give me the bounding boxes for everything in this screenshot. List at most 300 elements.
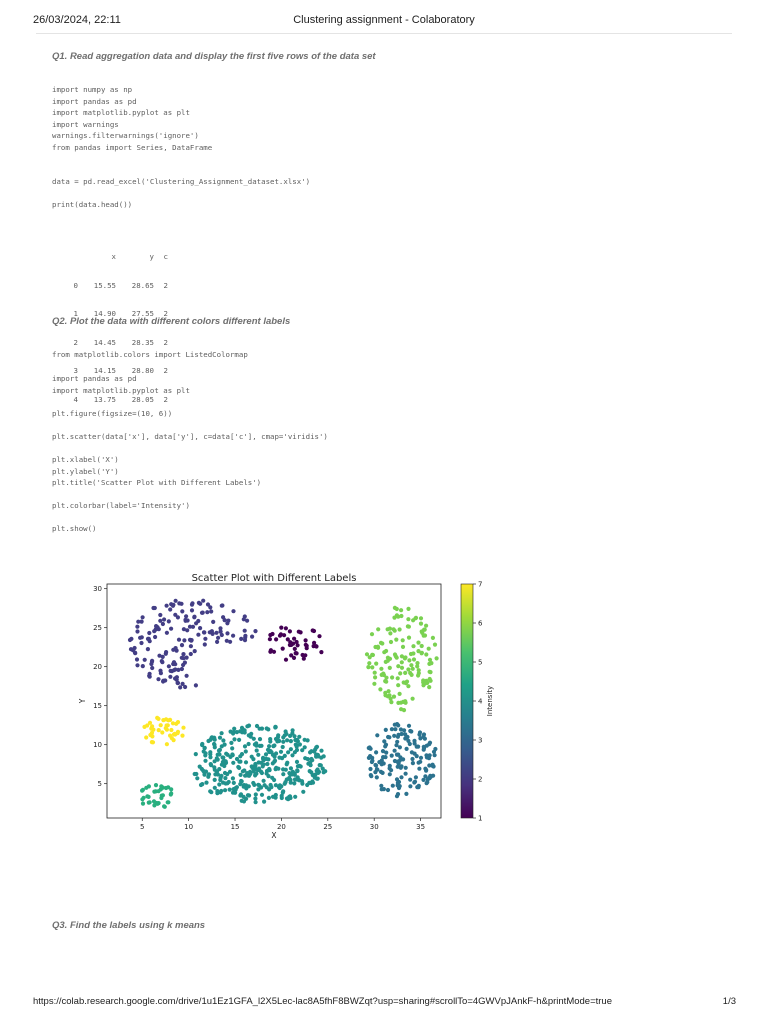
data-point (433, 747, 437, 751)
data-point (289, 747, 293, 751)
data-point (252, 737, 256, 741)
data-point (268, 650, 272, 654)
data-point (411, 761, 415, 765)
data-point (399, 764, 403, 768)
data-point (277, 785, 281, 789)
data-point (221, 756, 225, 760)
data-point (425, 744, 429, 748)
data-point (240, 779, 244, 783)
q2-code-scatter[interactable]: plt.scatter(data['x'], data['y'], c=data['c'], cmap='viridis') (52, 432, 328, 441)
data-point (289, 643, 293, 647)
data-point (181, 682, 185, 686)
data-point (224, 781, 228, 785)
data-point (150, 666, 154, 670)
data-point (422, 748, 426, 752)
data-point (386, 627, 390, 631)
data-point (384, 728, 388, 732)
data-point (399, 707, 403, 711)
table-col-header: c (163, 252, 168, 261)
data-point (164, 650, 168, 654)
data-point (251, 757, 255, 761)
table-row (62, 338, 168, 348)
data-point (269, 785, 273, 789)
data-point (184, 614, 188, 618)
data-point (406, 624, 410, 628)
data-point (220, 633, 224, 637)
data-point (375, 775, 379, 779)
data-point (216, 636, 220, 640)
data-point (141, 615, 145, 619)
data-point (202, 773, 206, 777)
data-point (129, 637, 133, 641)
data-point (268, 737, 272, 741)
table-col-header: x (111, 252, 116, 261)
page-number: 1/3 (722, 996, 736, 1007)
data-point (185, 674, 189, 678)
data-point (180, 643, 184, 647)
data-point (295, 769, 299, 773)
data-point (164, 786, 168, 790)
data-point (387, 689, 391, 693)
data-point (395, 607, 399, 611)
data-point (225, 639, 229, 643)
data-point (268, 633, 272, 637)
colorbar-ticks (473, 581, 483, 823)
data-point (229, 741, 233, 745)
data-point (428, 677, 432, 681)
q2-code-show[interactable]: plt.show() (52, 524, 97, 533)
data-point (232, 781, 236, 785)
data-point (140, 797, 144, 801)
x-tick-label: 30 (369, 823, 379, 831)
data-point (279, 750, 283, 754)
data-point (154, 627, 158, 631)
data-point (388, 657, 392, 661)
data-point (417, 784, 421, 788)
data-point (319, 650, 323, 654)
data-point (196, 633, 200, 637)
data-point (375, 768, 379, 772)
data-point (384, 680, 388, 684)
data-point (190, 608, 194, 612)
data-point (406, 617, 410, 621)
data-point (230, 746, 234, 750)
q2-code-imports[interactable]: import pandas as pd import matplotlib.pyplot as plt (52, 374, 190, 395)
data-point (378, 687, 382, 691)
cell-y: 27.55 (131, 309, 154, 318)
data-point (295, 760, 299, 764)
data-point (367, 746, 371, 750)
data-point (308, 769, 312, 773)
data-point (206, 739, 210, 743)
y-tick-label: 30 (93, 585, 102, 594)
data-point (215, 769, 219, 773)
data-point (293, 795, 297, 799)
data-point (289, 739, 293, 743)
data-point (392, 616, 396, 620)
data-point (232, 737, 236, 741)
data-point (209, 763, 213, 767)
data-point (228, 755, 232, 759)
data-point (306, 738, 310, 742)
data-point (218, 736, 222, 740)
q1-code-imports[interactable]: import numpy as np import pandas as pd import matplotlib.pyplot as plt import warnings warnings.filterwarnings('ignore') from pandas import Series, DataFrame (52, 85, 213, 152)
cell-c: 2 (163, 280, 168, 290)
data-point (409, 652, 413, 656)
data-point (374, 662, 378, 666)
data-point (419, 756, 423, 760)
data-point (262, 779, 266, 783)
data-point (201, 769, 205, 773)
y-tick-label: 25 (93, 624, 102, 633)
data-point (285, 777, 289, 781)
data-point (370, 632, 374, 636)
data-point (166, 723, 170, 727)
data-point (167, 619, 171, 623)
data-point (420, 651, 424, 655)
data-point (211, 620, 215, 624)
data-point (259, 785, 263, 789)
q2-code-figure[interactable]: plt.figure(figsize=(10, 6)) (52, 409, 173, 418)
data-point (141, 664, 145, 668)
data-point (380, 673, 384, 677)
data-point (148, 639, 152, 643)
data-point (319, 749, 323, 753)
q1-code-print[interactable]: print(data.head()) (52, 200, 133, 209)
data-point (209, 609, 213, 613)
data-point (256, 753, 260, 757)
data-point (374, 750, 378, 754)
data-point (313, 776, 317, 780)
data-point (135, 625, 139, 629)
data-point (235, 757, 239, 761)
data-point (246, 793, 250, 797)
data-point (204, 781, 208, 785)
data-point (396, 760, 400, 764)
data-point (274, 796, 278, 800)
data-point (267, 796, 271, 800)
data-point (281, 740, 285, 744)
data-point (404, 792, 408, 796)
colorbar-tick-label: 6 (478, 619, 483, 628)
data-point (379, 770, 383, 774)
data-point (399, 614, 403, 618)
cell-y: 28.05 (131, 394, 154, 404)
data-point (409, 663, 413, 667)
x-axis-ticks (140, 818, 425, 831)
data-point (293, 738, 297, 742)
data-point (411, 697, 415, 701)
data-point (198, 765, 202, 769)
data-point (289, 766, 293, 770)
data-point (400, 654, 404, 658)
data-point (398, 692, 402, 696)
data-point (430, 764, 434, 768)
colorbar-tick-label: 3 (478, 736, 483, 745)
data-point (221, 738, 225, 742)
data-point (142, 725, 146, 729)
data-point (386, 788, 390, 792)
data-point (370, 665, 374, 669)
data-point (177, 638, 181, 642)
data-point (401, 645, 405, 649)
data-point (217, 782, 221, 786)
data-point (310, 758, 314, 762)
data-point (395, 794, 399, 798)
data-point (396, 735, 400, 739)
data-point (296, 643, 300, 647)
data-point (391, 784, 395, 788)
row-index: 3 (73, 366, 78, 375)
y-tick-label: 5 (97, 780, 102, 789)
data-point (231, 634, 235, 638)
data-point (382, 787, 386, 791)
data-point (192, 615, 196, 619)
data-point (250, 635, 254, 639)
data-point (140, 620, 144, 624)
data-point (416, 745, 420, 749)
data-point (168, 734, 172, 738)
data-point (274, 751, 278, 755)
data-point (259, 761, 263, 765)
data-point (233, 791, 237, 795)
data-point (399, 775, 403, 779)
cell-x: 14.15 (93, 366, 116, 375)
data-point (236, 765, 240, 769)
data-point (394, 654, 398, 658)
data-point (390, 727, 394, 731)
cell-c: 2 (163, 337, 168, 347)
data-point (386, 735, 390, 739)
data-point (286, 750, 290, 754)
data-point (408, 778, 412, 782)
data-point (198, 602, 202, 606)
data-point (414, 775, 418, 779)
x-tick-label: 5 (140, 823, 145, 831)
data-point (234, 786, 238, 790)
data-point (412, 657, 416, 661)
data-point (304, 638, 308, 642)
data-point (288, 796, 292, 800)
data-point (380, 641, 384, 645)
data-point (420, 644, 424, 648)
data-point (367, 756, 371, 760)
data-point (144, 786, 148, 790)
data-point (173, 613, 177, 617)
data-point (433, 643, 437, 647)
cell-x: 13.75 (93, 394, 116, 404)
data-point (266, 774, 270, 778)
data-point (135, 657, 139, 661)
data-point (311, 628, 315, 632)
data-point (194, 683, 198, 687)
print-url[interactable]: https://colab.research.google.com/drive/1u1Ez1GFA_l2X5Lec-lac8A5fhF8BWZqt?usp=sharing#scrollTo=4GWVpJAnkF-h&printMode=true (33, 996, 613, 1007)
data-point (141, 802, 145, 806)
data-point (421, 683, 425, 687)
data-point (145, 794, 149, 798)
row-index: 4 (73, 394, 78, 404)
data-point (415, 754, 419, 758)
data-point (312, 749, 316, 753)
data-point (231, 731, 235, 735)
q2-code-labels[interactable]: plt.xlabel('X') plt.ylabel('Y') plt.title('Scatter Plot with Different Labels') (52, 455, 262, 488)
data-point (150, 734, 154, 738)
data-point (415, 661, 419, 665)
data-point (173, 667, 177, 671)
data-point (169, 627, 173, 631)
data-point (395, 777, 399, 781)
data-point (178, 685, 182, 689)
data-point (291, 728, 295, 732)
data-point (245, 724, 249, 728)
x-tick-label: 25 (323, 823, 333, 831)
data-point (427, 685, 431, 689)
data-point (223, 788, 227, 792)
data-point (194, 752, 198, 756)
data-point (284, 658, 288, 662)
data-point (419, 616, 423, 620)
data-point (402, 728, 406, 732)
data-point (379, 667, 383, 671)
data-point (373, 645, 377, 649)
data-point (162, 617, 166, 621)
data-point (299, 630, 303, 634)
data-point (253, 762, 257, 766)
data-point (405, 680, 409, 684)
cell-y: 28.65 (131, 280, 154, 290)
data-point (406, 684, 410, 688)
data-point (295, 651, 299, 655)
data-point (428, 741, 432, 745)
data-point (389, 640, 393, 644)
data-point (262, 800, 266, 804)
data-point (247, 784, 251, 788)
data-point (202, 630, 206, 634)
data-point (296, 764, 300, 768)
colorbar-tick-label: 2 (478, 775, 483, 784)
data-point (254, 744, 258, 748)
data-point (413, 741, 417, 745)
colorbar-tick-label: 4 (478, 697, 483, 706)
data-point (150, 724, 154, 728)
data-point (150, 660, 154, 664)
data-point (216, 758, 220, 762)
data-point (370, 760, 374, 764)
data-point (150, 740, 154, 744)
data-point (169, 792, 173, 796)
data-point (190, 601, 194, 605)
data-point (410, 750, 414, 754)
data-point (268, 749, 272, 753)
data-point (274, 766, 278, 770)
data-point (411, 667, 415, 671)
data-point (160, 660, 164, 664)
data-point (231, 776, 235, 780)
data-point (171, 648, 175, 652)
cell-c: 2 (163, 366, 168, 375)
data-point (376, 627, 380, 631)
data-point (281, 772, 285, 776)
data-point (372, 682, 376, 686)
data-point (199, 783, 203, 787)
data-point (162, 804, 166, 808)
data-point (408, 742, 412, 746)
data-point (282, 633, 286, 637)
data-point (295, 745, 299, 749)
data-point (417, 761, 421, 765)
data-point (250, 764, 254, 768)
data-point (382, 739, 386, 743)
data-point (392, 734, 396, 738)
data-point (189, 639, 193, 643)
data-point (309, 763, 313, 767)
data-point (281, 735, 285, 739)
data-point (204, 751, 208, 755)
data-point (143, 658, 147, 662)
data-point (399, 608, 403, 612)
x-tick-label: 20 (276, 823, 286, 831)
data-point (254, 800, 258, 804)
data-point (213, 786, 217, 790)
data-point (314, 644, 318, 648)
data-point (144, 735, 148, 739)
chart-points (128, 599, 439, 809)
data-point (405, 747, 409, 751)
data-point (374, 763, 378, 767)
data-point (169, 669, 173, 673)
q1-code-read[interactable]: data = pd.read_excel('Clustering_Assignment_dataset.xlsx') (52, 177, 311, 186)
data-point (428, 774, 432, 778)
data-point (135, 663, 139, 667)
scatter-plot (72, 566, 512, 846)
q2-code-colorbar[interactable]: plt.colorbar(label='Intensity') (52, 501, 190, 510)
colorbar-tick-label: 7 (478, 580, 483, 589)
data-point (404, 766, 408, 770)
data-point (189, 644, 193, 648)
data-point (429, 661, 433, 665)
data-point (168, 675, 172, 679)
data-point (153, 635, 157, 639)
x-tick-label: 35 (416, 823, 426, 831)
data-point (414, 616, 418, 620)
data-point (400, 660, 404, 664)
data-point (284, 626, 288, 630)
data-point (231, 761, 235, 765)
data-point (305, 783, 309, 787)
data-point (129, 647, 133, 651)
data-point (201, 611, 205, 615)
data-point (272, 743, 276, 747)
data-point (214, 631, 218, 635)
data-point (274, 737, 278, 741)
data-point (147, 631, 151, 635)
row-index: 2 (73, 337, 78, 347)
data-point (293, 647, 297, 651)
data-point (180, 667, 184, 671)
data-point (159, 796, 163, 800)
data-point (427, 647, 431, 651)
data-point (263, 783, 267, 787)
data-point (419, 622, 423, 626)
data-point (401, 638, 405, 642)
data-point (394, 638, 398, 642)
colorbar-tick-label: 1 (478, 814, 483, 823)
data-point (198, 626, 202, 630)
q2-code-import-cmap[interactable]: from matplotlib.colors import ListedColormap (52, 350, 248, 359)
data-point (194, 621, 198, 625)
data-point (205, 610, 209, 614)
cell-x: 14.45 (93, 337, 116, 347)
